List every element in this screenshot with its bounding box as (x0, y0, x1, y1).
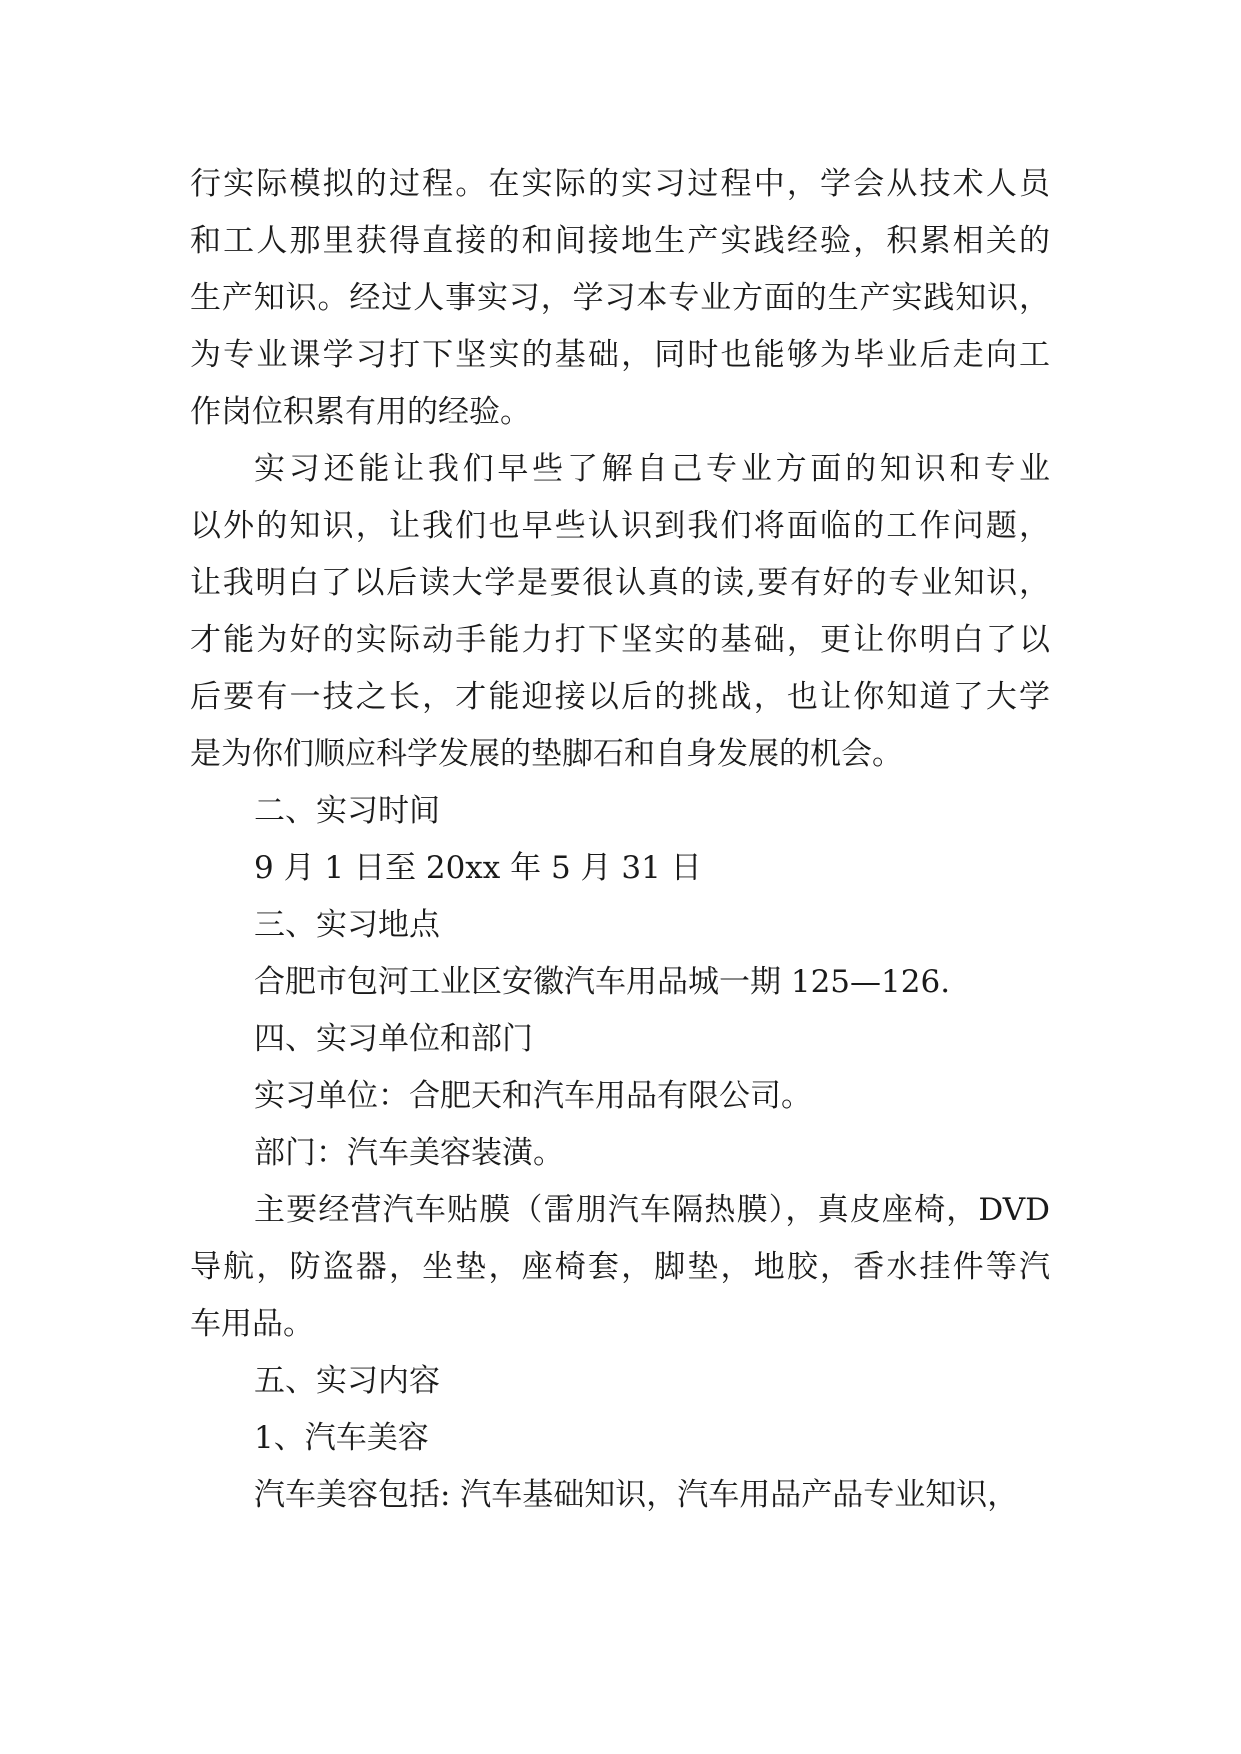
text-line: 实习单位：合肥天和汽车用品有限公司。 (254, 1078, 812, 1114)
text-line: 车用品。 (190, 1306, 314, 1342)
heading-text: 五、实习内容 (254, 1363, 440, 1399)
paragraph (190, 156, 1050, 441)
paragraph-business (190, 1182, 1050, 1353)
section-heading-location (190, 897, 1050, 954)
text-line: 汽车美容包括: 汽车基础知识，汽车用品产品专业知识， (254, 1477, 1019, 1513)
text-line: 为专业课学习打下坚实的基础，同时也能够为毕业后走向工 (190, 337, 1050, 373)
text-line: 部门：汽车美容装潢。 (254, 1135, 564, 1171)
heading-text: 二、实习时间 (254, 793, 440, 829)
text-line: 作岗位积累有用的经验。 (190, 394, 531, 430)
section-heading-time (190, 783, 1050, 840)
text-line: 才能为好的实际动手能力打下坚实的基础，更让你明白了以 (190, 622, 1050, 658)
text-line: 实习还能让我们早些了解自己专业方面的知识和专业 (254, 451, 1050, 487)
text-line: 让我明白了以后读大学是要很认真的读,要有好的专业知识， (190, 565, 1050, 601)
heading-text: 1、汽车美容 (254, 1420, 429, 1456)
text-line: 9 月 1 日至 20xx 年 5 月 31 日 (254, 850, 702, 886)
document-body (190, 156, 1050, 1524)
paragraph-location (190, 954, 1050, 1011)
heading-text: 三、实习地点 (254, 907, 440, 943)
text-line: 以外的知识，让我们也早些认识到我们将面临的工作问题， (190, 508, 1050, 544)
heading-text: 四、实习单位和部门 (254, 1021, 533, 1057)
section-heading-unit (190, 1011, 1050, 1068)
text-line: 主要经营汽车贴膜（雷朋汽车隔热膜），真皮座椅，DVD (254, 1192, 1050, 1228)
paragraph-unit (190, 1068, 1050, 1125)
text-line: 和工人那里获得直接的和间接地生产实践经验，积累相关的 (190, 223, 1050, 259)
text-line: 是为你们顺应科学发展的垫脚石和自身发展的机会。 (190, 736, 903, 772)
text-line: 行实际模拟的过程。在实际的实习过程中，学会从技术人员 (190, 166, 1050, 202)
section-heading-content (190, 1353, 1050, 1410)
paragraph (190, 441, 1050, 783)
paragraph-car-beauty (190, 1467, 1050, 1524)
text-line: 导航，防盗器，坐垫，座椅套，脚垫，地胶，香水挂件等汽 (190, 1249, 1050, 1285)
paragraph-department (190, 1125, 1050, 1182)
text-line: 生产知识。经过人事实习，学习本专业方面的生产实践知识， (190, 280, 1050, 316)
text-line: 后要有一技之长，才能迎接以后的挑战，也让你知道了大学 (190, 679, 1050, 715)
subsection-heading-car-beauty (190, 1410, 1050, 1467)
text-line: 合肥市包河工业区安徽汽车用品城一期 125—126. (254, 964, 951, 1000)
paragraph-time (190, 840, 1050, 897)
